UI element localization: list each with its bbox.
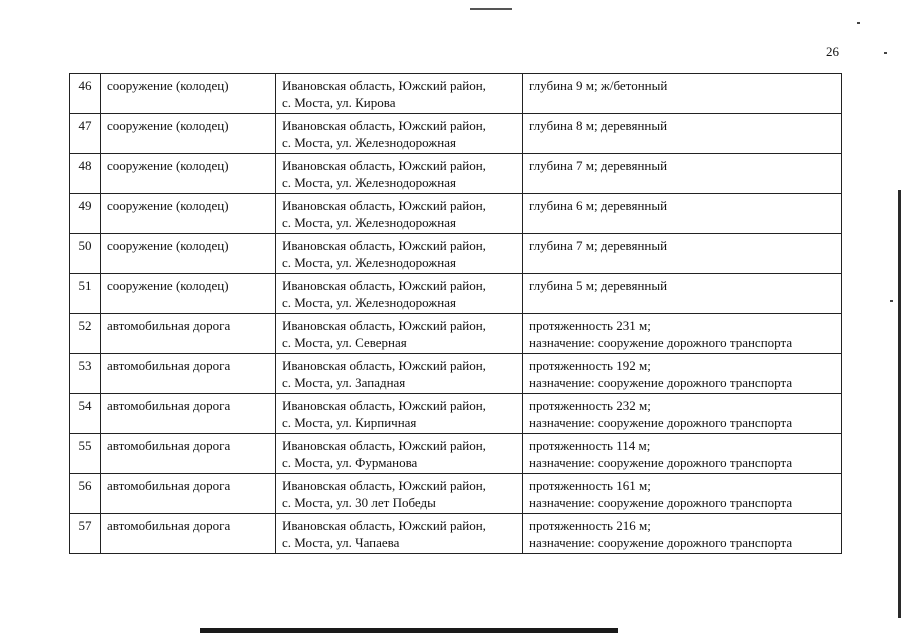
address-line-1: Ивановская область, Южский район, xyxy=(282,518,486,533)
address-line-2: с. Моста, ул. Железнодорожная xyxy=(282,175,456,190)
object-address xyxy=(276,434,523,474)
object-address xyxy=(276,114,523,154)
row-number: 49 xyxy=(70,194,101,234)
scan-artifact-right-edge xyxy=(898,190,901,618)
address-line-2: с. Моста, ул. Чапаева xyxy=(282,535,400,550)
description-line-2: назначение: сооружение дорожного транспорта xyxy=(529,335,793,350)
object-description xyxy=(523,234,842,274)
scan-speck xyxy=(884,52,887,54)
object-description xyxy=(523,394,842,434)
object-type: автомобильная дорога xyxy=(101,394,276,434)
row-number: 53 xyxy=(70,354,101,394)
object-type: сооружение (колодец) xyxy=(101,154,276,194)
object-type: автомобильная дорога xyxy=(101,314,276,354)
address-line-1: Ивановская область, Южский район, xyxy=(282,398,486,413)
address-line-2: с. Моста, ул. Кирпичная xyxy=(282,415,417,430)
row-number: 55 xyxy=(70,434,101,474)
description-line-1: протяженность 161 м; xyxy=(529,478,651,493)
address-line-1: Ивановская область, Южский район, xyxy=(282,358,486,373)
description-line-2: назначение: сооружение дорожного транспорта xyxy=(529,415,793,430)
object-type: сооружение (колодец) xyxy=(101,274,276,314)
table-row xyxy=(70,74,842,114)
property-table xyxy=(69,73,842,554)
object-type: автомобильная дорога xyxy=(101,354,276,394)
object-address xyxy=(276,274,523,314)
table-body xyxy=(70,74,842,554)
object-address xyxy=(276,234,523,274)
address-line-2: с. Моста, ул. Западная xyxy=(282,375,406,390)
object-address xyxy=(276,194,523,234)
object-description xyxy=(523,354,842,394)
description-line-1: глубина 5 м; деревянный xyxy=(529,278,668,293)
description-line-1: глубина 9 м; ж/бетонный xyxy=(529,78,668,93)
object-type: сооружение (колодец) xyxy=(101,234,276,274)
table-row xyxy=(70,394,842,434)
row-number: 56 xyxy=(70,474,101,514)
description-line-1: протяженность 232 м; xyxy=(529,398,651,413)
table-row xyxy=(70,274,842,314)
description-line-2: назначение: сооружение дорожного транспорта xyxy=(529,375,793,390)
object-address xyxy=(276,514,523,554)
table-row xyxy=(70,194,842,234)
address-line-1: Ивановская область, Южский район, xyxy=(282,318,486,333)
object-type: автомобильная дорога xyxy=(101,434,276,474)
description-line-1: протяженность 192 м; xyxy=(529,358,651,373)
description-line-1: протяженность 216 м; xyxy=(529,518,651,533)
row-number: 47 xyxy=(70,114,101,154)
object-address xyxy=(276,74,523,114)
scan-speck xyxy=(857,22,860,24)
object-type: сооружение (колодец) xyxy=(101,114,276,154)
row-number: 50 xyxy=(70,234,101,274)
object-type: сооружение (колодец) xyxy=(101,194,276,234)
object-description xyxy=(523,274,842,314)
row-number: 54 xyxy=(70,394,101,434)
address-line-2: с. Моста, ул. 30 лет Победы xyxy=(282,495,436,510)
object-description xyxy=(523,154,842,194)
row-number: 57 xyxy=(70,514,101,554)
address-line-2: с. Моста, ул. Железнодорожная xyxy=(282,215,456,230)
description-line-2: назначение: сооружение дорожного транспорта xyxy=(529,455,793,470)
object-type: сооружение (колодец) xyxy=(101,74,276,114)
object-address xyxy=(276,354,523,394)
description-line-2: назначение: сооружение дорожного транспорта xyxy=(529,495,793,510)
object-description xyxy=(523,514,842,554)
description-line-1: глубина 6 м; деревянный xyxy=(529,198,668,213)
table-row xyxy=(70,114,842,154)
scan-artifact-top xyxy=(470,8,512,10)
scan-speck xyxy=(890,300,893,302)
address-line-1: Ивановская область, Южский район, xyxy=(282,78,486,93)
description-line-1: глубина 8 м; деревянный xyxy=(529,118,668,133)
description-line-2: назначение: сооружение дорожного транспорта xyxy=(529,535,793,550)
object-description xyxy=(523,434,842,474)
table-row xyxy=(70,514,842,554)
table-row xyxy=(70,434,842,474)
table-row xyxy=(70,154,842,194)
scan-artifact-bottom xyxy=(200,628,618,633)
object-address xyxy=(276,314,523,354)
row-number: 46 xyxy=(70,74,101,114)
address-line-2: с. Моста, ул. Железнодорожная xyxy=(282,295,456,310)
address-line-2: с. Моста, ул. Фурманова xyxy=(282,455,418,470)
address-line-1: Ивановская область, Южский район, xyxy=(282,238,486,253)
object-address xyxy=(276,474,523,514)
object-type: автомобильная дорога xyxy=(101,514,276,554)
description-line-1: протяженность 231 м; xyxy=(529,318,651,333)
address-line-2: с. Моста, ул. Железнодорожная xyxy=(282,135,456,150)
address-line-1: Ивановская область, Южский район, xyxy=(282,278,486,293)
address-line-2: с. Моста, ул. Северная xyxy=(282,335,407,350)
object-description xyxy=(523,314,842,354)
object-description xyxy=(523,74,842,114)
address-line-1: Ивановская область, Южский район, xyxy=(282,438,486,453)
address-line-2: с. Моста, ул. Железнодорожная xyxy=(282,255,456,270)
address-line-2: с. Моста, ул. Кирова xyxy=(282,95,396,110)
table-row xyxy=(70,314,842,354)
address-line-1: Ивановская область, Южский район, xyxy=(282,198,486,213)
object-description xyxy=(523,474,842,514)
description-line-1: глубина 7 м; деревянный xyxy=(529,158,668,173)
description-line-1: протяженность 114 м; xyxy=(529,438,651,453)
description-line-1: глубина 7 м; деревянный xyxy=(529,238,668,253)
address-line-1: Ивановская область, Южский район, xyxy=(282,478,486,493)
object-address xyxy=(276,394,523,434)
row-number: 48 xyxy=(70,154,101,194)
row-number: 51 xyxy=(70,274,101,314)
address-line-1: Ивановская область, Южский район, xyxy=(282,158,486,173)
row-number: 52 xyxy=(70,314,101,354)
object-type: автомобильная дорога xyxy=(101,474,276,514)
address-line-1: Ивановская область, Южский район, xyxy=(282,118,486,133)
table-row xyxy=(70,354,842,394)
table-row xyxy=(70,474,842,514)
object-description xyxy=(523,114,842,154)
object-description xyxy=(523,194,842,234)
page-number: 26 xyxy=(826,44,839,59)
table-row xyxy=(70,234,842,274)
object-address xyxy=(276,154,523,194)
